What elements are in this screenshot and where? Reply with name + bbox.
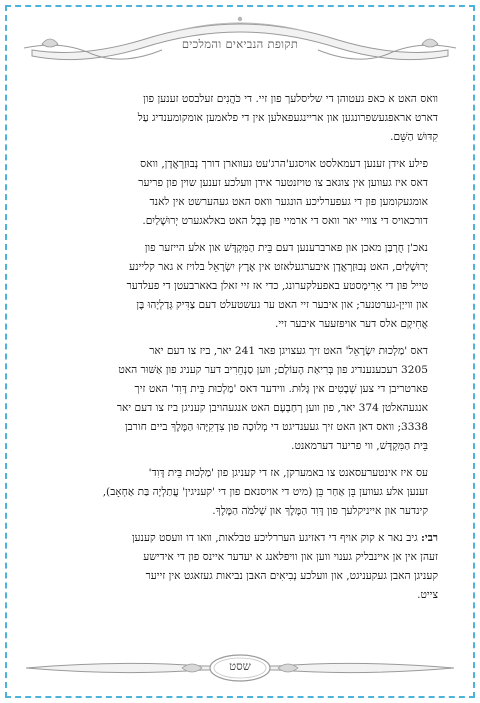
text-line: אומגעקומען פון די געפערליכע הונגער וואס האט געהערשט אין לאנד [149,196,428,208]
footer-ornament [22,650,458,686]
text-line: אנגעהאלטן 374 יאר, פון ווען רְחַבְעָם האט אנגעהויבן קעניגן ביז צו דעם יאר [116,402,428,414]
page-body [52,90,438,613]
paragraph-3 [52,239,438,334]
text-line: בֵּית הַמִּקְדָּשׁ, ווי פריער דערמאנט. [291,440,428,452]
paragraph-4 [52,342,438,456]
text-line: פילע אידן זענען דעמאלסט אויסגע'הרג'עט געווארן דורך נְבוּזַרְאֲדָן, וואס [140,158,428,170]
text-line: קעניגן האבן געקעניגט, און וועלכע נְבִיאִים האבן נביאות געזאגט אין זייער [145,570,438,582]
rebbe-paragraph [52,529,438,605]
text-line: און ווייַן-גערטנער; און איבער זיי האט ער געשטעלט דעם צַדִּיק גְּדַלְיָהוּ בֶּן [136,299,428,311]
text-line: פארטריבן די צען שְׁבָטִים אין גָּלוּת. ווידער דאס 'מַלְכוּת בֵּית דָּוִד' האט זיך [134,383,428,395]
text-line: דאס 'מַלְכוּת יִשְׂרָאֵל' האט זיך געצויגן פאר 241 יאר, ביז צו דעם יאר [149,345,428,357]
text-line: עס איז אינטערעסאנט צו באמערקן, אז די קעניגן פון 'מַלְכוּת בֵּית דָּוִד' [148,467,428,479]
rebbe-first-line: גיב נאר א קוק אויף די דאזיגע העררליכע טבלאות, וואו דו וועסט קענען [131,532,418,544]
text-line: זעהן אין אן איינבליק גענוי ווען און וויפלאנג א יעדער איינס פון די אידישע [143,551,438,563]
rebbe-label: רבי: [421,532,438,544]
running-header-title: תקופת הנביאים והמלכים [181,37,299,51]
paragraph-5 [52,464,438,521]
text-line: 3205 רעכענענדיג פון בְּרִיאַת הָעוֹלָם; ווען סַנְחֵרִיב דער קעניג פון אַשּׁוּר האט [118,364,428,376]
text-line: קִדּוּשׁ הַשֵּׁם. [390,131,438,143]
text-line: זענען אלע געווען בֵּן אַחַר בֵּן (מיט די אויסנאם פון די 'קעניגין' עֲתַלְיָה בַּת אַחְאָב), [102,486,428,498]
page-number: שסט [229,659,251,673]
text-line: יְרוּשָׁלַיִם, האט נְבוּזַרְאֲדָן איבערגעלאזט אין אֶרֶץ יִשְׂרָאֵל בלויז א גאר קליינע [129,261,428,273]
paragraph-1 [52,90,438,147]
text-line: דורכאויס די צוויי יאר וואס די ארמיי פון בָּבֶל האט באלאגערט יְרוּשָׁלַיִם. [142,215,428,227]
text-line: צייט. [417,589,438,601]
text-line [52,529,438,548]
text-line: דארט אראפגעשפרונגען און אריינגעפאלען אין די פלאמען אומקומענדיג עַל [137,112,438,124]
text-line: נאכ'ן חֻרְבַּן מאכן און פארברענען דעם בֵּית הַמִּקְדָּשׁ און אלע הייזער פון [144,242,428,254]
paragraph-2 [52,155,438,231]
text-line: אֲחִיקָם אלס דער אויפזעער איבער זיי. [274,318,428,330]
text-line: קינדער און אייניקלעך פון דָּוִד הַמֶּלֶךְ און שְׁלֹמֹה הַמֶּלֶךְ. [212,505,428,517]
text-line: 3338; וואס דאן האט זיך געענדיגט די מְלוּכָה פון צִדְקִיָּהוּ הַמֶּלֶךְ ביים חורבן [124,421,428,433]
header-ornament [22,10,458,72]
text-line: טייל פון די אָרִימָסטע באפעלקערונג, כדי אז זיי זאלן באארבעטן די פעלדער [126,280,428,292]
text-line: דאס איז געווען אין צוגאב צו טויזנטער אידן וועלכע זענען שוין פון פריער [138,177,428,189]
text-line: וואס האט א כאפ געטוהן די שליסלעך פון זיי. די כֹּהֲנִים זעלבסט זענען פון [143,93,438,105]
